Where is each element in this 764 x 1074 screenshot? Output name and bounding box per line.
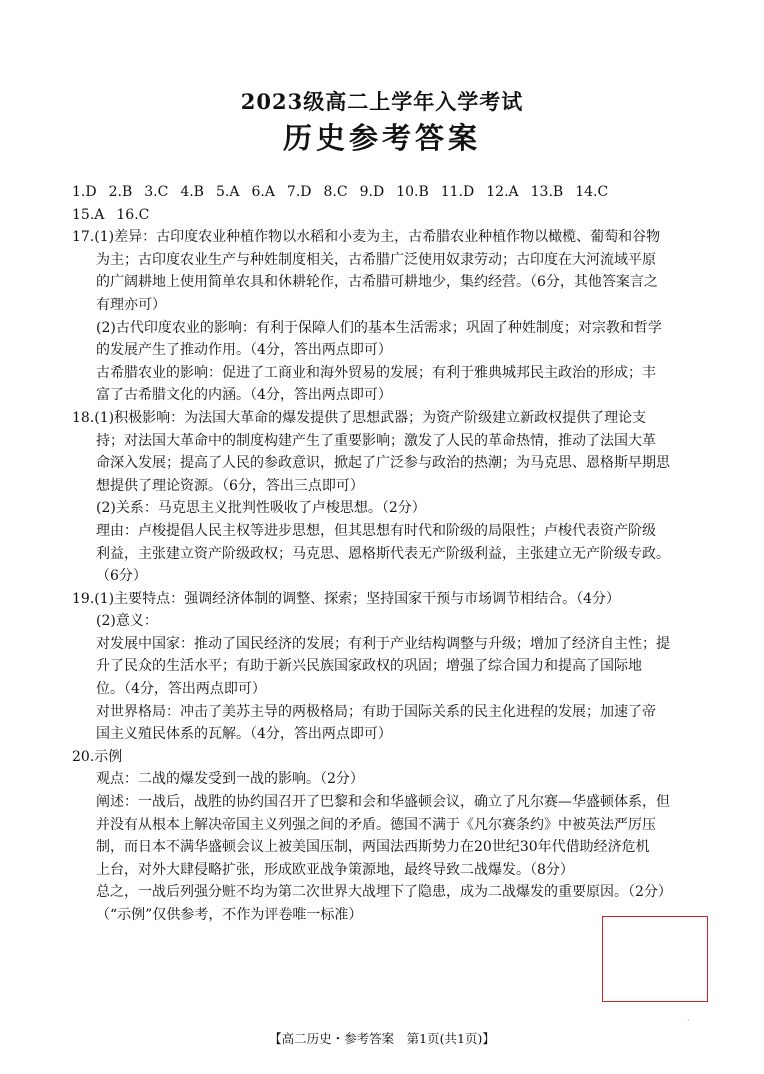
mc-answer: 13.B [530, 184, 564, 200]
q18-line: （6分） [96, 568, 147, 585]
q19-line: 19.(1)主要特点：强调经济体制的调整、探索；坚持国家干预与市场调节相结合。（4分） [72, 590, 621, 607]
score-box [602, 916, 708, 1002]
mc-answer: 1.D [72, 184, 97, 200]
q17-line: 的广阔耕地上使用简单农具和休耕轮作，古希腊可耕地少，集约经营。（6分，其他答案言之 [96, 274, 658, 291]
mc-answers-row-1 [72, 181, 698, 204]
q18-line: 利益，主张建立资产阶级政权；马克思、恩格斯代表无产阶级利益，主张建立无产阶级专政。 [96, 545, 670, 562]
document-title: 历史参考答案 [282, 121, 481, 155]
mc-answer: 12.A [486, 184, 519, 200]
q20-line: 观点：二战的爆发受到一战的影响。（2分） [96, 771, 364, 788]
mc-answer: 2.B [108, 184, 133, 200]
q20-line: 总之，一战后列强分赃不均为第二次世界大战埋下了隐患，成为二战爆发的重要原因。（2分） [96, 884, 672, 901]
q19-line: 升了民众的生活水平；有助于新兴民族国家政权的巩固；增强了综合国力和提高了国际地 [96, 658, 642, 675]
q18-line: 持；对法国大革命中的制度构建产生了重要影响；激发了人民的革命热情，推动了法国大革 [96, 432, 656, 449]
q20-line: 20.示例 [72, 748, 123, 765]
q19-line: 位。（4分，答出两点即可） [96, 681, 266, 698]
q18-line: 18.(1)积极影响：为法国大革命的爆发提供了思想武器；为资产阶级建立新政权提供了理论支 [72, 409, 647, 426]
mc-answer: 15.A [72, 206, 105, 223]
mc-answer: 5.A [215, 184, 240, 200]
mc-answer: 10.B [396, 184, 429, 200]
mc-answers-row-2 [72, 204, 698, 227]
q20-note: （“示例”仅供参考，不作为评卷唯一标准） [96, 907, 363, 923]
q17-line: 有理亦可） [96, 296, 166, 313]
q20-line: 并没有从根本上解决帝国主义列强之间的矛盾。德国不满于《凡尔赛条约》中被英法严厉压 [96, 816, 656, 833]
answer-body [72, 181, 698, 927]
q19-line: 对世界格局：冲击了美苏主导的两极格局；有助于国际关系的民主化进程的发展；加速了帝 [96, 703, 656, 720]
exam-title: 2023级高二上学年入学考试 [240, 89, 524, 114]
scan-mark: · [687, 1016, 690, 1025]
q19-line: 国主义殖民体系的瓦解。（4分，答出两点即可） [96, 726, 392, 743]
q18-line: 命深入发展；提高了人民的参政意识，掀起了广泛参与政治的热潮；为马克思、恩格斯早期思 [96, 455, 670, 472]
mc-answer: 16.C [116, 206, 150, 223]
q20-line: 阐述：一战后，战胜的协约国召开了巴黎和会和华盛顿会议，确立了凡尔赛—华盛顿体系，但 [96, 794, 670, 811]
q17-line: (2)古代印度农业的影响：有利于保障人们的基本生活需求；巩固了种姓制度；对宗教和哲学 [96, 319, 662, 336]
q19-line: (2)意义： [96, 613, 158, 630]
q20-line: 制，而日本不满华盛顿会议上被美国压制，两国法西斯势力在20世纪30年代借助经济危机 [96, 839, 650, 856]
q20-line: 上台，对外大肆侵略扩张，形成欧亚战争策源地，最终导致二战爆发。（8分） [96, 861, 574, 878]
mc-answer: 14.C [575, 184, 609, 200]
q19-line: 对发展中国家：推动了国民经济的发展；有利于产业结构调整与升级；增加了经济自主性；提 [96, 635, 670, 652]
q18-line: 想提供了理论资源。（6分，答出三点即可） [96, 477, 364, 494]
mc-answer: 8.C [323, 184, 348, 200]
q17-line: 17.(1)差异：古印度农业种植作物以水稻和小麦为主，古希腊农业种植作物以橄榄、葡萄和谷物 [72, 229, 661, 246]
q17-line: 古希腊农业的影响：促进了工商业和海外贸易的发展；有利于雅典城邦民主政治的形成；丰 [96, 364, 656, 381]
mc-answer: 3.C [144, 184, 169, 200]
mc-answer: 9.D [359, 184, 385, 200]
q18-line: 理由：卢梭提倡人民主权等进步思想，但其思想有时代和阶级的局限性；卢梭代表资产阶级 [96, 522, 656, 539]
mc-answer: 6.A [251, 184, 275, 200]
mc-answer: 11.D [440, 184, 475, 200]
page-footer: 【高二历史・参考答案 第1页(共1页)】 [269, 1031, 495, 1046]
q18-line: (2)关系：马克思主义批判性吸收了卢梭思想。（2分） [96, 500, 426, 517]
mc-answer: 4.B [180, 184, 204, 200]
q17-line: 为主；古印度农业生产与种姓制度相关，古希腊广泛使用奴隶劳动；古印度在大河流域平原 [96, 251, 656, 268]
mc-answer: 7.D [286, 184, 312, 200]
q17-line: 的发展产生了推动作用。（4分，答出两点即可） [96, 342, 392, 359]
q17-line: 富了古希腊文化的内涵。（4分，答出两点即可） [96, 387, 392, 404]
